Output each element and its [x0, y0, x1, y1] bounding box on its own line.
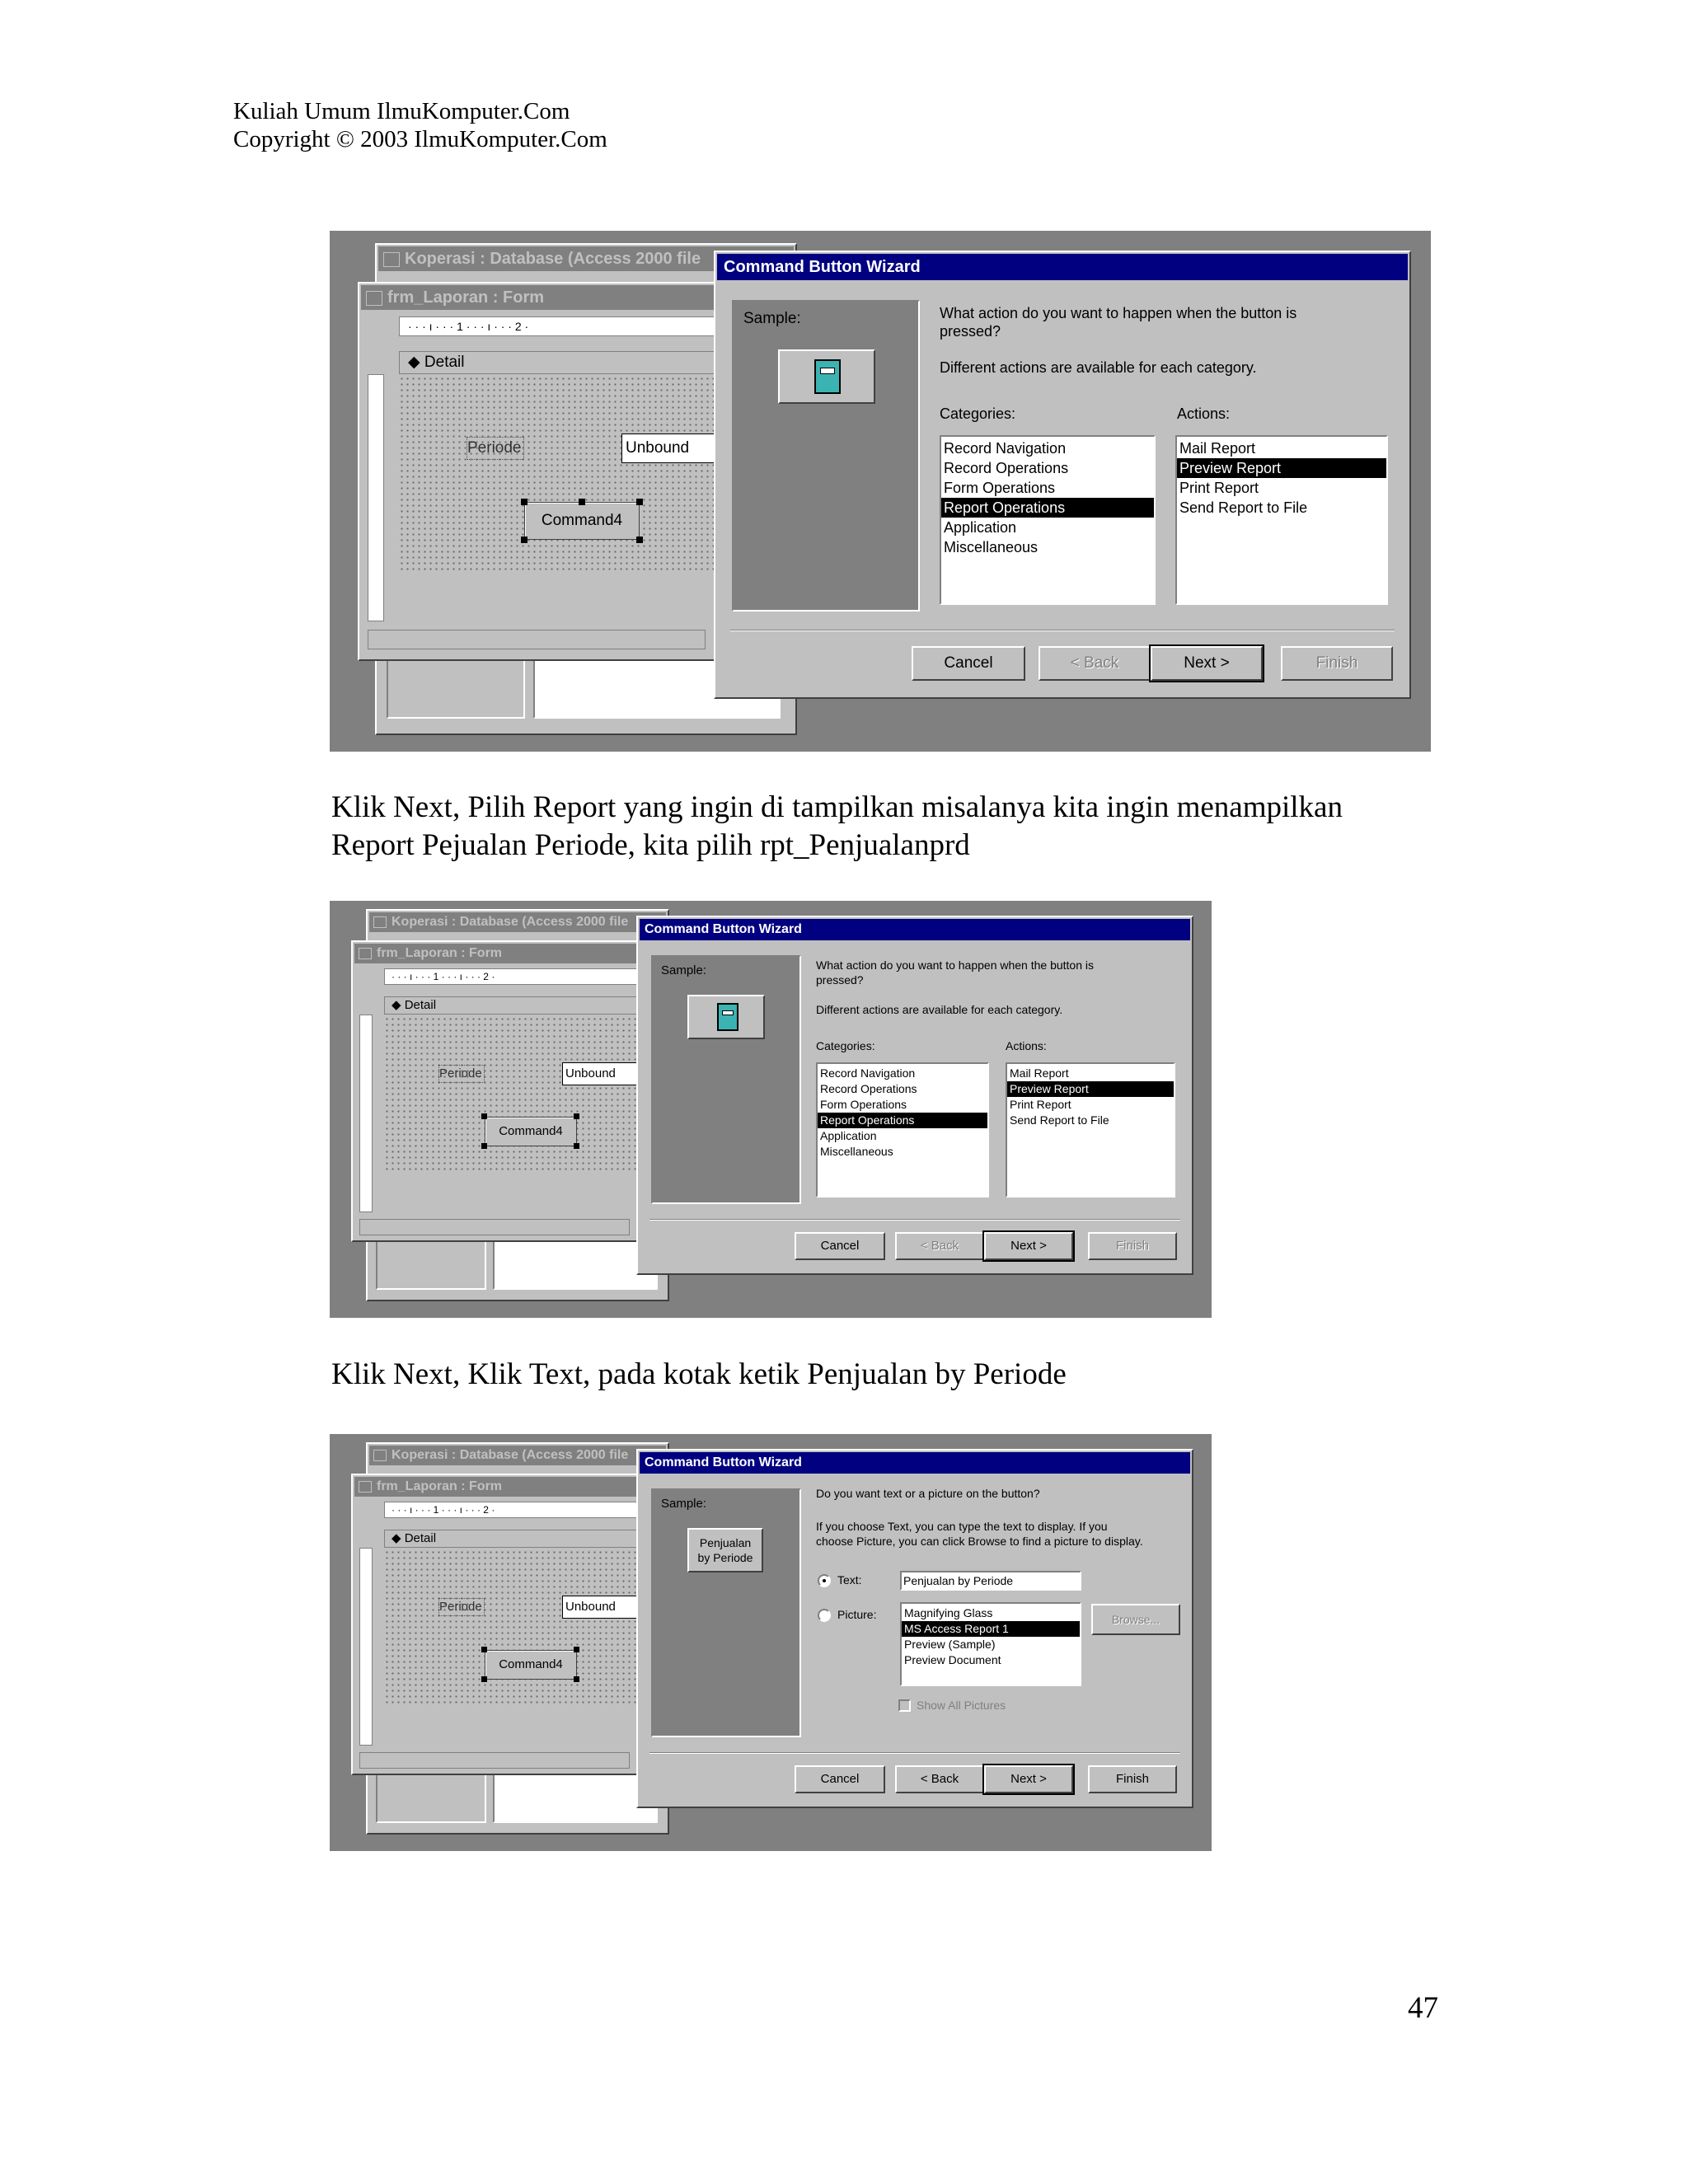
browse-button[interactable]: Browse... [1091, 1604, 1180, 1635]
periode-label-control[interactable]: Periode [438, 1065, 485, 1083]
dialog-separator [649, 1219, 1180, 1221]
cancel-button[interactable]: Cancel [795, 1765, 885, 1793]
category-item-selected[interactable]: Report Operations [941, 498, 1154, 518]
database-icon [373, 916, 387, 928]
category-item-selected[interactable]: Report Operations [818, 1113, 987, 1128]
sample-button-preview [778, 349, 875, 404]
dialog-separator [730, 630, 1395, 631]
categories-listbox[interactable] [816, 1062, 989, 1197]
resize-handle[interactable] [481, 1113, 487, 1119]
unbound-textbox-control[interactable]: Unbound [621, 434, 737, 463]
horizontal-scrollbar[interactable] [368, 630, 706, 649]
page-number: 47 [1408, 1991, 1438, 2025]
form-icon [366, 291, 382, 306]
command4-button-control[interactable]: Command4 [485, 1650, 577, 1680]
picture-item[interactable]: Magnifying Glass [904, 1606, 993, 1619]
finish-button[interactable]: Finish [1281, 646, 1393, 681]
action-item[interactable]: Print Report [1010, 1098, 1071, 1111]
resize-handle[interactable] [481, 1143, 487, 1149]
category-item[interactable]: Form Operations [820, 1098, 907, 1111]
vertical-ruler [368, 374, 384, 621]
wizard-titlebar: Command Button Wizard [717, 254, 1408, 280]
form-window-titlebar: frm_Laporan : Form [354, 1477, 641, 1497]
command-button-wizard-dialog [636, 916, 1193, 1275]
horizontal-scrollbar[interactable] [359, 1219, 630, 1235]
action-item-selected[interactable]: Preview Report [1177, 458, 1386, 478]
picture-item-selected[interactable]: MS Access Report 1 [902, 1621, 1080, 1637]
text-picture-hint-line-2: choose Picture, you can click Browse to find a picture to display. [816, 1535, 1143, 1548]
category-item[interactable]: Application [944, 519, 1017, 536]
back-button[interactable]: < Back [895, 1765, 984, 1793]
form-icon [359, 1481, 372, 1493]
actions-label: Actions: [1177, 405, 1231, 422]
notebook-icon [814, 359, 841, 394]
command4-button-control[interactable]: Command4 [485, 1117, 577, 1146]
horizontal-scrollbar[interactable] [359, 1752, 630, 1769]
form-design-window [358, 282, 729, 661]
form-design-window [351, 1474, 645, 1775]
wizard-titlebar: Command Button Wizard [640, 919, 1190, 940]
screenshot-1 [330, 231, 1431, 752]
caption-1-line-2: Report Pejualan Periode, kita pilih rpt_Penjualanprd [331, 828, 970, 862]
action-question-line-2: pressed? [940, 323, 1001, 340]
periode-label-control[interactable]: Periode [467, 437, 524, 460]
caption-2 [331, 1356, 1067, 1394]
show-all-pictures-checkbox[interactable] [898, 1699, 911, 1712]
action-hint: Different actions are available for each category. [816, 1003, 1063, 1016]
action-question-line-1: What action do you want to happen when the button is [816, 958, 1095, 972]
detail-section-bar: ◆ Detail [399, 351, 729, 374]
action-item[interactable]: Mail Report [1010, 1066, 1069, 1080]
header-line-2: Copyright © 2003 IlmuKomputer.Com [233, 126, 607, 152]
action-item[interactable]: Send Report to File [1179, 499, 1308, 516]
horizontal-ruler: · · · ı · · · 1 · · · ı · · · 2 · [384, 1502, 648, 1518]
horizontal-ruler: · · · ı · · · 1 · · · ı · · · 2 · [399, 316, 729, 336]
detail-section-bar: ◆ Detail [384, 996, 648, 1015]
detail-section-grid [399, 376, 729, 574]
category-item[interactable]: Application [820, 1129, 877, 1142]
dialog-separator [649, 1752, 1180, 1754]
action-question-line-1: What action do you want to happen when the button is [940, 305, 1297, 321]
form-design-window [351, 940, 645, 1242]
resize-handle[interactable] [481, 1647, 487, 1652]
picture-option-label[interactable]: Picture: [837, 1608, 877, 1621]
form-window-titlebar: frm_Laporan : Form [354, 944, 641, 963]
categories-label: Categories: [940, 405, 1016, 422]
actions-listbox[interactable] [1006, 1062, 1175, 1197]
actions-listbox[interactable] [1175, 435, 1388, 605]
form-window-titlebar: frm_Laporan : Form [361, 285, 725, 310]
form-icon [359, 948, 372, 959]
notebook-icon [717, 1003, 738, 1031]
next-button[interactable]: Next > [984, 1765, 1073, 1793]
sample-button-preview [687, 1528, 763, 1572]
periode-label-control[interactable]: Periode [438, 1598, 485, 1616]
sample-label: Sample: [661, 963, 707, 977]
text-picture-hint-line-1: If you choose Text, you can type the text to display. If you [816, 1520, 1108, 1533]
screenshot-2 [330, 901, 1212, 1318]
resize-handle[interactable] [574, 1143, 579, 1149]
actions-label: Actions: [1006, 1039, 1047, 1052]
picture-item[interactable]: Preview (Sample) [904, 1638, 996, 1651]
category-item[interactable]: Record Navigation [944, 440, 1067, 457]
finish-button[interactable]: Finish [1088, 1765, 1177, 1793]
sample-text-line-1: Penjualan [699, 1536, 752, 1549]
picture-item[interactable]: Preview Document [904, 1653, 1001, 1666]
category-item[interactable]: Form Operations [944, 480, 1056, 496]
picture-radio[interactable] [818, 1609, 831, 1622]
resize-handle[interactable] [636, 499, 643, 505]
sample-button-preview [687, 995, 765, 1039]
header-line-1: Kuliah Umum IlmuKomputer.Com [233, 98, 570, 124]
detail-section-grid [384, 1549, 648, 1706]
database-window-titlebar: Koperasi : Database (Access 2000 file [378, 246, 794, 271]
screenshot-3 [330, 1434, 1212, 1851]
sample-panel [732, 300, 920, 612]
vertical-ruler [359, 1548, 373, 1746]
command4-button-control[interactable]: Command4 [524, 502, 640, 540]
sample-label: Sample: [661, 1497, 707, 1511]
vertical-ruler [359, 1015, 373, 1212]
next-button[interactable]: Next > [1151, 646, 1263, 681]
resize-handle[interactable] [521, 537, 528, 543]
caption-1-line-1: Klik Next, Pilih Report yang ingin di tampilkan misalanya kita ingin menampilkan [331, 790, 1343, 824]
action-question-line-2: pressed? [816, 973, 864, 987]
resize-handle[interactable] [579, 499, 585, 505]
database-window-titlebar: Koperasi : Database (Access 2000 file [369, 1446, 666, 1465]
sample-label: Sample: [743, 310, 801, 327]
command-button-wizard-dialog [714, 251, 1411, 699]
action-hint: Different actions are available for each category. [940, 359, 1257, 376]
text-option-label[interactable]: Text: [837, 1573, 862, 1586]
category-item[interactable]: Record Navigation [820, 1066, 916, 1080]
category-item[interactable]: Miscellaneous [944, 539, 1039, 555]
pictures-listbox[interactable] [900, 1602, 1081, 1686]
cancel-button[interactable]: Cancel [795, 1232, 885, 1260]
sample-panel [651, 1488, 801, 1737]
unbound-textbox-control[interactable]: Unbound [562, 1596, 653, 1619]
resize-handle[interactable] [481, 1676, 487, 1682]
detail-section-grid [384, 1016, 648, 1173]
resize-handle[interactable] [521, 499, 528, 505]
database-icon [383, 252, 400, 267]
button-text-input[interactable]: Penjualan by Periode [900, 1571, 1081, 1591]
detail-section-bar: ◆ Detail [384, 1530, 648, 1548]
unbound-textbox-control[interactable]: Unbound [562, 1062, 653, 1085]
action-item-selected[interactable]: Preview Report [1007, 1081, 1174, 1097]
section-arrow-icon: ◆ [408, 354, 420, 371]
category-item[interactable]: Record Operations [820, 1082, 917, 1095]
sample-panel [651, 955, 801, 1204]
categories-label: Categories: [816, 1039, 875, 1052]
text-radio[interactable] [818, 1574, 831, 1587]
category-item[interactable]: Miscellaneous [820, 1145, 893, 1158]
text-picture-question: Do you want text or a picture on the button? [816, 1487, 1040, 1500]
resize-handle[interactable] [574, 1647, 579, 1652]
caption-1 [331, 789, 1343, 865]
action-item[interactable]: Mail Report [1179, 440, 1256, 457]
caption-2-line: Klik Next, Klik Text, pada kotak ketik Penjualan by Periode [331, 1357, 1067, 1391]
show-all-pictures-label: Show All Pictures [917, 1699, 1006, 1712]
action-item[interactable]: Print Report [1179, 480, 1259, 496]
sample-text-line-2: by Periode [697, 1551, 753, 1564]
section-arrow-icon: ◆ [392, 998, 401, 1012]
command-button-wizard-dialog [636, 1449, 1193, 1808]
wizard-titlebar: Command Button Wizard [640, 1452, 1190, 1474]
resize-handle[interactable] [574, 1113, 579, 1119]
database-window-titlebar: Koperasi : Database (Access 2000 file [369, 912, 666, 932]
next-button[interactable]: Next > [984, 1232, 1073, 1260]
back-button[interactable]: < Back [1039, 646, 1151, 681]
resize-handle[interactable] [636, 537, 643, 543]
finish-button[interactable]: Finish [1088, 1232, 1177, 1260]
category-item[interactable]: Record Operations [944, 460, 1069, 476]
database-icon [373, 1450, 387, 1461]
resize-handle[interactable] [574, 1676, 579, 1682]
document-header [233, 97, 607, 153]
cancel-button[interactable]: Cancel [912, 646, 1025, 681]
categories-listbox[interactable] [940, 435, 1156, 605]
section-arrow-icon: ◆ [392, 1531, 401, 1545]
horizontal-ruler: · · · ı · · · 1 · · · ı · · · 2 · [384, 968, 648, 985]
action-item[interactable]: Send Report to File [1010, 1113, 1109, 1127]
back-button[interactable]: < Back [895, 1232, 984, 1260]
